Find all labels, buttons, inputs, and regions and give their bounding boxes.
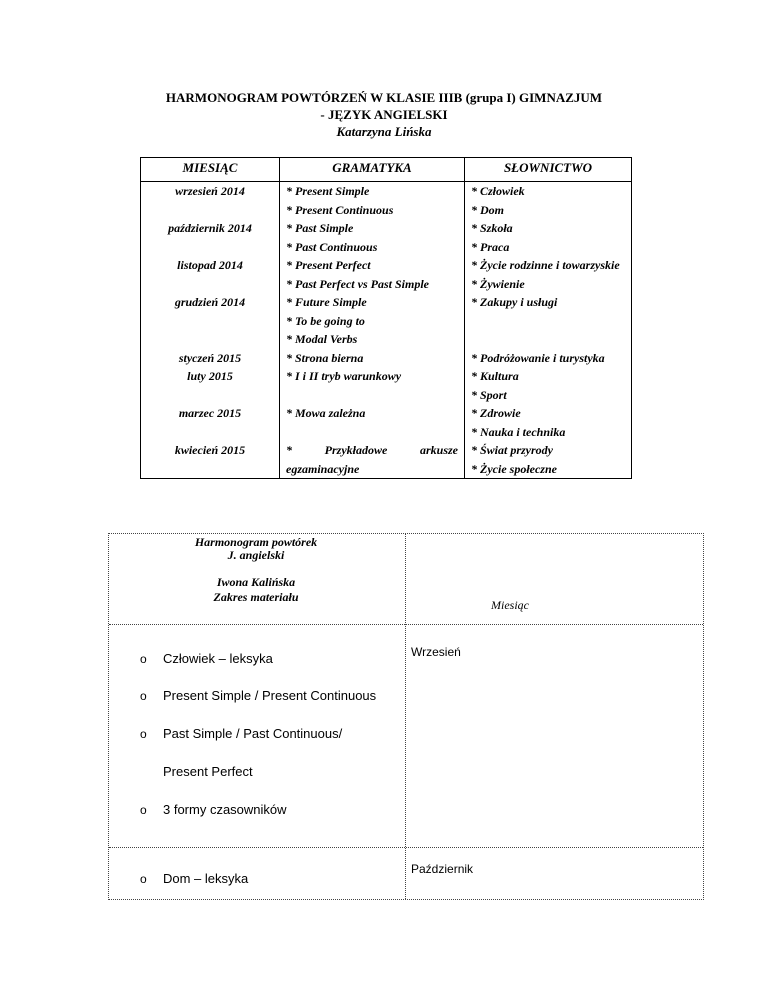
month-cell: styczeń 2015 — [141, 349, 280, 368]
month-column-header: Miesiąc — [491, 598, 529, 612]
vocabulary-item: * Życie rodzinne i towarzyskie — [471, 258, 620, 272]
grammar-cell — [280, 182, 465, 220]
author-name: Katarzyna Lińska — [336, 124, 432, 139]
vocabulary-item: * Zakupy i usługi — [471, 295, 558, 309]
vocabulary-item: * Człowiek — [471, 184, 525, 198]
grammar-item: * Future Simple — [286, 295, 367, 309]
table-header-row — [141, 158, 632, 182]
column-header-grammar: GRAMATYKA — [280, 158, 465, 182]
vocabulary-item: * Sport — [471, 387, 507, 402]
month-cell: grudzień 2014 — [141, 293, 280, 349]
month-cell: luty 2015 — [141, 367, 280, 404]
month-cell: kwiecień 2015 — [141, 441, 280, 479]
month-cell: Październik — [411, 862, 474, 876]
table-row — [141, 404, 632, 441]
table-row — [141, 256, 632, 293]
vocabulary-item: * Nauka i technika — [471, 424, 566, 439]
grammar-item: * Przykładowe arkusze — [286, 443, 458, 457]
grammar-item: * Strona bierna — [286, 350, 364, 365]
grammar-cell — [280, 441, 465, 479]
vocabulary-item: * Kultura — [471, 369, 519, 383]
vocabulary-cell — [465, 367, 632, 404]
column-divider — [405, 534, 406, 899]
table-row — [141, 441, 632, 479]
box-title: Harmonogram powtórek — [194, 535, 318, 549]
document-title: HARMONOGRAM POWTÓRZEŃ W KLASIE IIIB (grupa I) GIMNAZJUM — [165, 90, 603, 105]
list-item: 3 formy czasowników — [163, 802, 287, 817]
vocabulary-cell — [465, 256, 632, 293]
vocabulary-cell — [465, 349, 632, 368]
table-row — [141, 182, 632, 220]
schedule-table — [140, 157, 632, 479]
vocabulary-item: * Podróżowanie i turystyka — [471, 350, 605, 365]
box-subtitle: J. angielski — [227, 548, 285, 562]
row-divider — [109, 847, 703, 848]
grammar-cell — [280, 219, 465, 256]
list-item: Człowiek – leksyka — [163, 651, 273, 666]
grammar-item: * Past Simple — [286, 221, 354, 235]
grammar-item: * Present Perfect — [286, 258, 371, 272]
grammar-cell — [280, 349, 465, 368]
grammar-cell — [280, 404, 465, 441]
grammar-cell — [280, 293, 465, 349]
document-subtitle: - JĘZYK ANGIELSKI — [320, 107, 448, 122]
grammar-item: * Past Continuous — [286, 239, 378, 254]
vocabulary-item: * Zdrowie — [471, 406, 521, 420]
table-row — [141, 349, 632, 368]
column-header-vocabulary: SŁOWNICTWO — [465, 158, 632, 182]
vocabulary-item: * Żywienie — [471, 276, 525, 291]
row-divider — [109, 624, 703, 625]
vocabulary-cell — [465, 293, 632, 349]
vocabulary-cell — [465, 182, 632, 220]
table-row — [141, 219, 632, 256]
vocabulary-cell — [465, 441, 632, 479]
month-cell: październik 2014 — [141, 219, 280, 256]
vocabulary-cell — [465, 404, 632, 441]
vocabulary-item: * Szkoła — [471, 221, 513, 235]
table-row — [141, 367, 632, 404]
grammar-item: * Past Perfect vs Past Simple — [286, 276, 429, 291]
table-row — [141, 293, 632, 349]
vocabulary-item: * Dom — [471, 202, 504, 217]
list-item: Dom – leksyka — [163, 871, 249, 886]
vocabulary-item: * Praca — [471, 239, 510, 254]
month-cell: Wrzesień — [411, 645, 461, 659]
grammar-item: * Modal Verbs — [286, 332, 358, 346]
bullet-icon: o — [140, 872, 147, 886]
grammar-item: * I i II tryb warunkowy — [286, 369, 402, 383]
grammar-item: * To be going to — [286, 313, 365, 328]
scope-label: Zakres materiału — [213, 590, 299, 604]
column-header-month: MIESIĄC — [141, 158, 280, 182]
grammar-item: * Present Simple — [286, 184, 370, 198]
bullet-icon: o — [140, 652, 147, 666]
bullet-icon: o — [140, 689, 147, 703]
list-item: Past Simple / Past Continuous/ — [163, 726, 343, 741]
vocabulary-item: * Życie społeczne — [471, 461, 557, 476]
grammar-cell — [280, 256, 465, 293]
bullet-icon: o — [140, 727, 147, 741]
list-item: Present Perfect — [163, 764, 253, 779]
grammar-item: * Present Continuous — [286, 202, 394, 217]
grammar-cell — [280, 367, 465, 404]
month-cell: listopad 2014 — [141, 256, 280, 293]
grammar-item: egzaminacyjne — [286, 461, 360, 476]
month-cell: marzec 2015 — [141, 404, 280, 441]
list-item: Present Simple / Present Continuous — [163, 688, 377, 703]
vocabulary-item: * Świat przyrody — [471, 443, 554, 457]
teacher-name: Iwona Kalińska — [216, 575, 296, 589]
month-cell: wrzesień 2014 — [141, 182, 280, 220]
vocabulary-cell — [465, 219, 632, 256]
grammar-item: * Mowa zależna — [286, 406, 366, 420]
bullet-icon: o — [140, 803, 147, 817]
